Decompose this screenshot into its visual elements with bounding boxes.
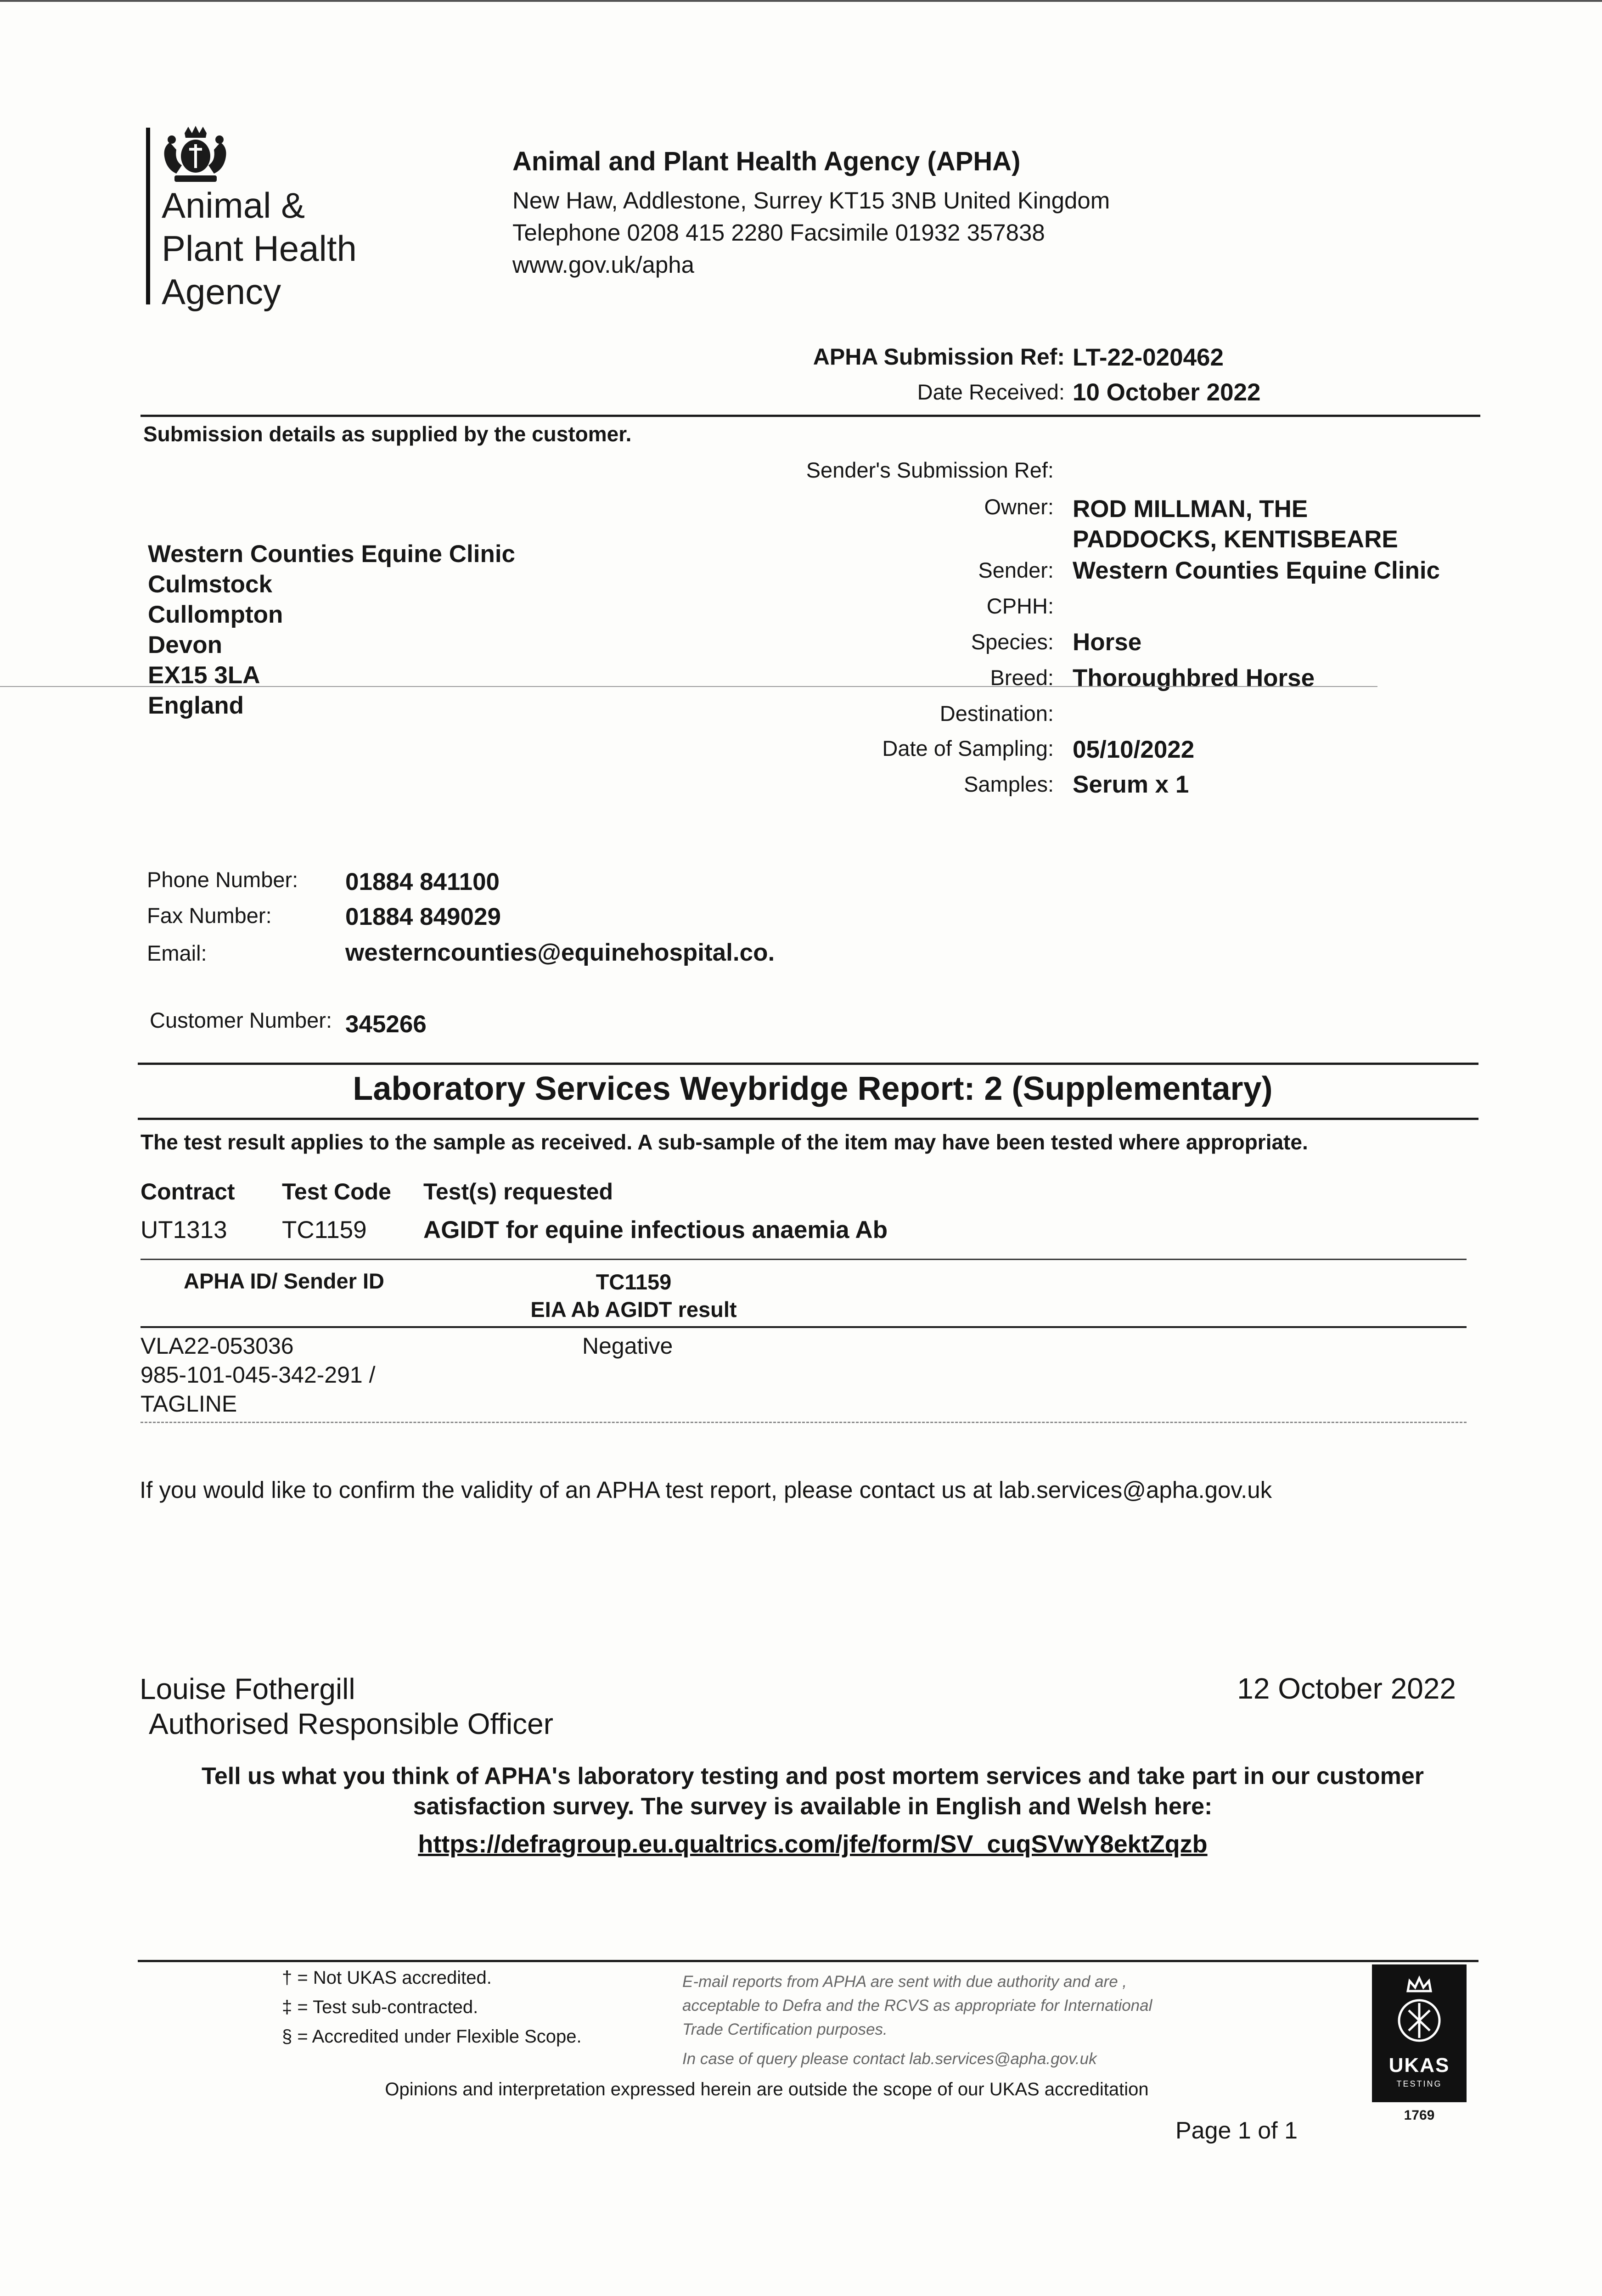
sender-label: Sender: (978, 558, 1054, 582)
signature-date: 12 October 2022 (1237, 1672, 1456, 1705)
customer-number-value: 345266 (345, 1011, 427, 1038)
apha-id-header: APHA ID/ Sender ID (184, 1269, 384, 1293)
logo-bar (146, 128, 150, 304)
result-header-code: TC1159 (596, 1270, 672, 1294)
agency-name: Animal and Plant Health Agency (APHA) (512, 146, 1021, 176)
report-title: Laboratory Services Weybridge Report: 2 (Supplementary) (353, 1070, 1273, 1107)
page-number: Page 1 of 1 (1175, 2117, 1298, 2144)
agency-website[interactable]: www.gov.uk/apha (512, 252, 694, 278)
species-label: Species: (971, 630, 1054, 654)
signatory (140, 1671, 553, 1741)
owner-value (1073, 494, 1398, 555)
email-note-line: E-mail reports from APHA are sent with due authority and are , (682, 1973, 1127, 1991)
royal-crest-icon (156, 124, 234, 188)
agency-logo-text (162, 184, 357, 313)
breed-label: Breed: (990, 665, 1054, 690)
email-note-line: Trade Certification purposes. (682, 2020, 888, 2038)
tests-rule (141, 1259, 1467, 1260)
survey-line: satisfaction survey. The survey is available in English and Welsh here: (413, 1793, 1213, 1820)
address-line: Western Counties Equine Clinic (148, 540, 516, 568)
owner-line: ROD MILLMAN, THE (1073, 495, 1308, 523)
email-value[interactable]: westerncounties@equinehospital.co. (345, 939, 775, 966)
ukas-sub: TESTING (1396, 2079, 1442, 2088)
header-rule (141, 415, 1480, 417)
address-line: EX15 3LA (148, 662, 260, 689)
species-value: Horse (1073, 629, 1142, 656)
address-line: Cullompton (148, 601, 283, 628)
phone-label: Phone Number: (147, 867, 298, 892)
customer-number-label: Customer Number: (150, 1008, 332, 1032)
submission-details-heading: Submission details as supplied by the customer. (143, 422, 632, 446)
email-note-line: In case of query please contact lab.services@apha.gov.uk (682, 2050, 1097, 2068)
senders-ref-label: Sender's Submission Ref: (806, 458, 1054, 482)
date-of-sampling-label: Date of Sampling: (882, 736, 1054, 760)
logo-line: Agency (162, 271, 281, 312)
footer-rule (138, 1960, 1478, 1962)
email-note-line: acceptable to Defra and the RCVS as appropriate for International (682, 1997, 1152, 2015)
footnote: ‡ = Test sub-contracted. (282, 1997, 478, 2017)
customer-address (148, 539, 515, 721)
id-line: VLA22-053036 (141, 1333, 294, 1359)
contract-value: UT1313 (141, 1216, 227, 1244)
results-header-rule (141, 1326, 1467, 1328)
fax-value: 01884 849029 (345, 903, 501, 930)
agency-address: New Haw, Addlestone, Surrey KT15 3NB United Kingdom (512, 187, 1110, 214)
result-header (496, 1268, 771, 1323)
survey-line: Tell us what you think of APHA's laboratory testing and post mortem services and take part in our customer (201, 1763, 1424, 1790)
ukas-crown-icon (1372, 1964, 1467, 2052)
footnote: § = Accredited under Flexible Scope. (282, 2026, 582, 2047)
logo-line: Plant Health (162, 228, 357, 269)
destination-label: Destination: (939, 701, 1054, 726)
contract-header: Contract (141, 1179, 235, 1204)
result-header-name: EIA Ab AGIDT result (530, 1297, 737, 1322)
id-line: TAGLINE (141, 1391, 237, 1417)
id-line: 985-101-045-342-291 / (141, 1362, 376, 1388)
sender-value: Western Counties Equine Clinic (1073, 557, 1440, 584)
ukas-opinions-note: Opinions and interpretation expressed herein are outside the scope of our UKAS accreditation (385, 2079, 1149, 2099)
samples-label: Samples: (964, 772, 1054, 796)
breed-value: Thoroughbred Horse (1073, 664, 1315, 692)
email-reports-note (682, 1970, 1152, 2071)
agency-phone-fax: Telephone 0208 415 2280 Facsimile 01932 357838 (512, 219, 1045, 246)
submission-ref-label: APHA Submission Ref: (813, 344, 1065, 370)
survey-text (152, 1761, 1474, 1822)
agency-address-block (512, 185, 1110, 281)
date-received-label: Date Received: (917, 380, 1065, 404)
ukas-word: UKAS (1388, 2054, 1450, 2077)
owner-label: Owner: (984, 495, 1054, 519)
test-code-header: Test Code (282, 1179, 391, 1204)
report-bottom-rule (138, 1118, 1478, 1120)
result-value: Negative (582, 1333, 673, 1359)
report-note: The test result applies to the sample as received. A sub-sample of the item may have been tested where appropriate. (141, 1130, 1308, 1154)
date-received-value: 10 October 2022 (1073, 379, 1261, 406)
footnote: † = Not UKAS accredited. (282, 1968, 492, 1988)
test-requested-value: AGIDT for equine infectious anaemia Ab (423, 1216, 888, 1244)
ukas-number: 1769 (1404, 2108, 1435, 2123)
phone-value: 01884 841100 (345, 868, 500, 895)
date-of-sampling-value: 05/10/2022 (1073, 736, 1195, 763)
address-line: Devon (148, 631, 222, 658)
samples-value: Serum x 1 (1073, 771, 1189, 798)
results-bottom-rule (141, 1422, 1467, 1423)
submission-ref-value: LT-22-020462 (1073, 344, 1224, 371)
fax-label: Fax Number: (147, 903, 272, 928)
logo-line: Animal & (162, 185, 305, 225)
signatory-title: Authorised Responsible Officer (149, 1707, 554, 1740)
cphh-label: CPHH: (986, 594, 1054, 618)
apha-id-value (141, 1332, 376, 1418)
email-label: Email: (147, 941, 207, 965)
scan-edge (0, 0, 1602, 2)
signatory-name: Louise Fothergill (140, 1672, 355, 1705)
survey-link[interactable]: https://defragroup.eu.qualtrics.com/jfe/form/SV_cuqSVwY8ektZqzb (418, 1830, 1208, 1858)
report-top-rule (138, 1063, 1478, 1065)
tests-requested-header: Test(s) requested (423, 1179, 613, 1204)
validity-text: If you would like to confirm the validity of an APHA test report, please contact us at lab.services@apha.gov.uk (140, 1477, 1272, 1503)
address-line: Culmstock (148, 571, 272, 598)
address-line: England (148, 692, 244, 719)
test-code-value: TC1159 (282, 1216, 367, 1244)
owner-line: PADDOCKS, KENTISBEARE (1073, 526, 1398, 553)
footnotes (282, 1963, 582, 2051)
